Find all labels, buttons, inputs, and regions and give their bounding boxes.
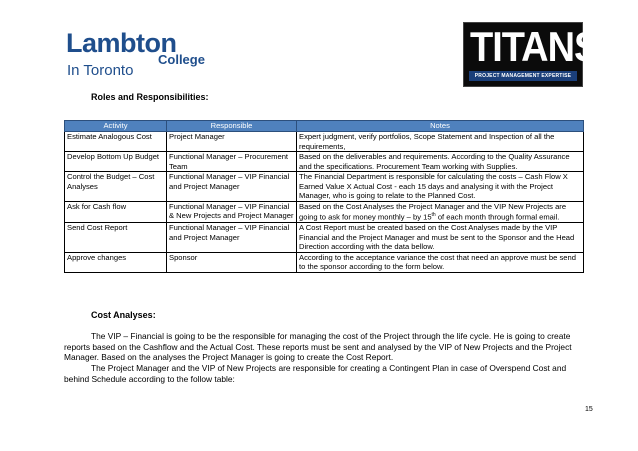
cell-responsible: Functional Manager – VIP Financial & New Projects and Project Manager [167, 201, 297, 223]
cell-responsible: Project Manager [167, 132, 297, 152]
logo-titans-text: TITANS [470, 24, 599, 72]
cell-activity: Develop Bottom Up Budget [65, 152, 167, 172]
logo-tagline: PROJECT MANAGEMENT EXPERTISE [474, 73, 572, 79]
roles-table [64, 120, 584, 273]
notes-superscript: th [431, 212, 436, 218]
header-responsible: Responsible [167, 121, 297, 132]
cost-analyses-title: Cost Analyses: [91, 310, 156, 320]
cost-analyses-paragraph-1: The VIP – Financial is going to be the responsible for managing the cost of the Project through the life cycle. He is going to create reports based on the Cashflow and the Actual Cost. These reports must be sent and analysed by the VIP of New Projects and the Project Manager. Based on the analyses the Project Manager is going to create the Cost Report. [64, 331, 572, 362]
page-number: 15 [585, 406, 593, 413]
header-notes: Notes [297, 121, 584, 132]
cell-notes: A Cost Report must be created based on the Cost Analyses made by the VIP Financial and the Project Manager and must be sent to the Sponsor and the Head Direction according with the data bellow. [297, 223, 584, 253]
cell-responsible: Sponsor [167, 252, 297, 272]
notes-text-pre: Based on the Cost Analyses the Project Manager and the VIP New Projects are going to ask for money monthly – by 15 [299, 201, 567, 222]
titans-logo [463, 22, 599, 87]
header-activity: Activity [65, 121, 167, 132]
lambton-college-logo [66, 28, 206, 80]
logo-in-toronto-text: In Toronto [67, 62, 134, 79]
roles-section-title: Roles and Responsibilities: [91, 92, 209, 102]
notes-text-post: of each month through formal email. [435, 212, 560, 222]
cell-activity: Estimate Analogous Cost [65, 132, 167, 152]
cell-responsible: Functional Manager – VIP Financial and Project Manager [167, 223, 297, 253]
logo-lambton-text: Lambton [66, 28, 177, 58]
cost-analyses-paragraph-2: The Project Manager and the VIP of New Projects are responsible for creating a Contingent Plan in case of Overspend Cost and behind Schedule according to the follow table: [64, 363, 567, 384]
cell-activity: Control the Budget – Cost Analyses [65, 172, 167, 202]
table-row [65, 152, 584, 172]
table-row [65, 223, 584, 253]
cell-notes: Based on the deliverables and requirements. According to the Quality Assurance and the specifications. Procurement Team working with Supplies. [297, 152, 584, 172]
table-row [65, 172, 584, 202]
cell-notes [297, 201, 584, 223]
logo-college-text: College [158, 52, 205, 67]
table-row [65, 201, 584, 223]
cell-notes: Expert judgment, verify portfolios, Scope Statement and Inspection of all the requirements, [297, 132, 584, 152]
table-row [65, 252, 584, 272]
cell-activity: Send Cost Report [65, 223, 167, 253]
cell-responsible: Functional Manager – Procurement Team [167, 152, 297, 172]
cell-activity: Ask for Cash flow [65, 201, 167, 223]
cell-notes: The Financial Department is responsible for calculating the costs – Cash Flow X Earned Value X Actual Cost - each 15 days and analysing it with the Project Manager, who is going to relate to the Planned Cost. [297, 172, 584, 202]
cell-responsible: Functional Manager – VIP Financial and Project Manager [167, 172, 297, 202]
cell-notes: According to the acceptance variance the cost that need an approve must be send to the sponsor according to the form below. [297, 252, 584, 272]
table-row [65, 132, 584, 152]
cell-activity: Approve changes [65, 252, 167, 272]
table-header-row [65, 121, 584, 132]
